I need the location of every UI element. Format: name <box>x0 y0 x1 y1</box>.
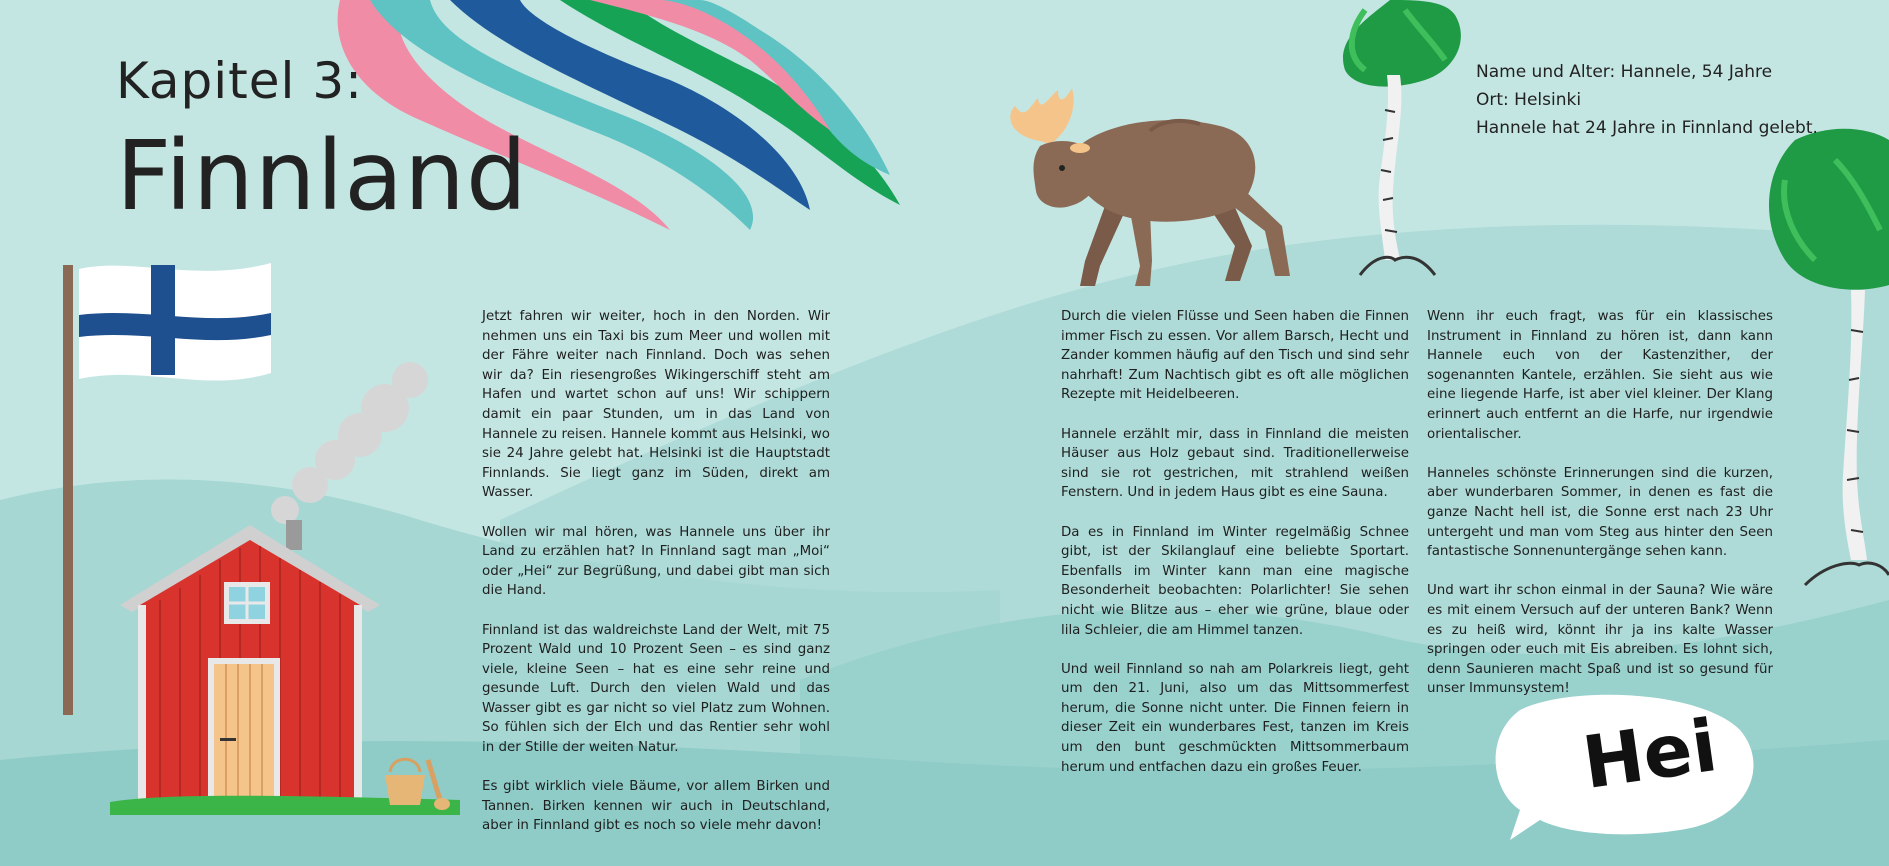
person-info <box>1476 58 1818 142</box>
paragraph: Durch die vielen Flüsse und Seen haben die Finnen immer Fisch zu essen. Vor allem Barsch, Hecht und Zander kommen häufig auf den Tisch und sind sehr nahrhaft! Zum Nachtisch gibt es oft alle möglichen Rezepte mit Heidelbeeren. <box>1061 309 1409 403</box>
birch-tree-illustration <box>1305 0 1475 280</box>
birch-tree-illustration-right <box>1755 120 1889 590</box>
chapter-title: Finnland <box>116 120 528 232</box>
paragraph: Und wart ihr schon einmal in der Sauna? Wie wäre es mit einem Versuch auf der unteren Bank? Wenn es zu heiß wird, könnt ihr ja ins kalte Wasser springen oder euch mit Eis abreiben. Es lohnt sich, denn Saunieren macht Spaß und ist so gesund für unser Immunsystem! <box>1427 583 1773 697</box>
speech-bubble-text: Hei <box>1577 703 1722 805</box>
paragraph: Wenn ihr euch fragt, was für ein klassisches Instrument in Finnland zu hören ist, dann kann Hannele euch von der Kastenzither, der sogenannten Kantele, erzählen. Sie sieht aus wie eine liegende Harfe, ist aber viel kleiner. Der Klang erinnert auch entfernt an die Harfe, nur irgendwie orientalischer. <box>1427 309 1773 442</box>
paragraph: Hannele erzählt mir, dass in Finnland die meisten Häuser aus Holz gebaut sind. Traditionellerweise sind sie rot gestrichen, mit strahlend weißen Fenstern. Und in jedem Haus gibt es eine Sauna. <box>1061 426 1409 501</box>
moose-illustration <box>1000 86 1310 296</box>
paragraph: Es gibt wirklich viele Bäume, vor allem Birken und Tannen. Birken kennen wir auch in Deutschland, aber in Finnland gibt es noch so viele mehr davon! <box>482 779 830 834</box>
paragraph: Und weil Finnland so nah am Polarkreis liegt, geht um den 21. Juni, also um das Mittsommerfest herum, die Sonne nicht unter. Die Finnen feiern in dieser Zeit ein wunderbares Fest, tanzen im Kreis um den bunt geschmückten Mittsommerbaum herum und entfachen dazu ein großes Feuer. <box>1061 661 1409 775</box>
text-column-1 <box>482 307 830 856</box>
paragraph: Hanneles schönste Erinnerungen sind die kurzen, aber wunderbaren Sommer, in denen es fast die ganze Nacht hell ist, die Sonne erst nach 23 Uhr untergeht und man vom Steg aus hinter den Seen fantastische Sonnenuntergänge sehen kann. <box>1427 465 1773 560</box>
sauna-house-illustration <box>110 360 470 820</box>
text-column-3 <box>1427 307 1773 718</box>
info-place: Ort: Helsinki <box>1476 90 1582 110</box>
paragraph: Jetzt fahren wir weiter, hoch in den Norden. Wir nehmen uns ein Taxi bis zum Meer und wollen mit der Fähre weiter nach Finnland. Doch was sehen wir da? Ein riesengroßes Wikingerschiff steht am Hafen und wartet schon auf uns! Wir schippern damit ein paar Stunden, um in das Land von Hannele zu reisen. Hannele kommt aus Helsinki, wo sie 24 Jahre gelebt hat. Helsinki ist die Hauptstadt Finnlands. Sie liegt ganz im Süden, direkt am Wasser. <box>482 309 830 501</box>
chapter-label: Kapitel 3: <box>116 52 363 110</box>
text-column-2 <box>1061 307 1409 797</box>
paragraph: Wollen wir mal hören, was Hannele uns über ihr Land zu erzählen hat? In Finnland sagt man „Moi“ oder „Hei“ zur Begrüßung, und dabei gibt man sich die Hand. <box>482 524 830 599</box>
info-name-age: Name und Alter: Hannele, 54 Jahre <box>1476 62 1773 82</box>
paragraph: Da es in Finnland im Winter regelmäßig Schnee gibt, ist der Skilanglauf eine beliebte Sportart. Ebenfalls im Winter kann man eine magische Besonderheit beobachten: Polarlichter! Sie sehen nicht wie Blitze aus – eher wie grüne, blaue oder lila Schleier, die am Himmel tanzen. <box>1061 524 1409 638</box>
info-years: Hannele hat 24 Jahre in Finnland gelebt. <box>1476 118 1818 138</box>
paragraph: Finnland ist das waldreichste Land der Welt, mit 75 Prozent Wald und 10 Prozent Seen – es sind ganz viele, kleine Seen – hat es eine sehr reine und gesunde Luft. Durch den vielen Wald und das Wasser gibt es gar nicht so viel Platz zum Wohnen. So fühlen sich der Elch und das Rentier sehr wohl in der Stille der weiten Natur. <box>482 622 830 756</box>
